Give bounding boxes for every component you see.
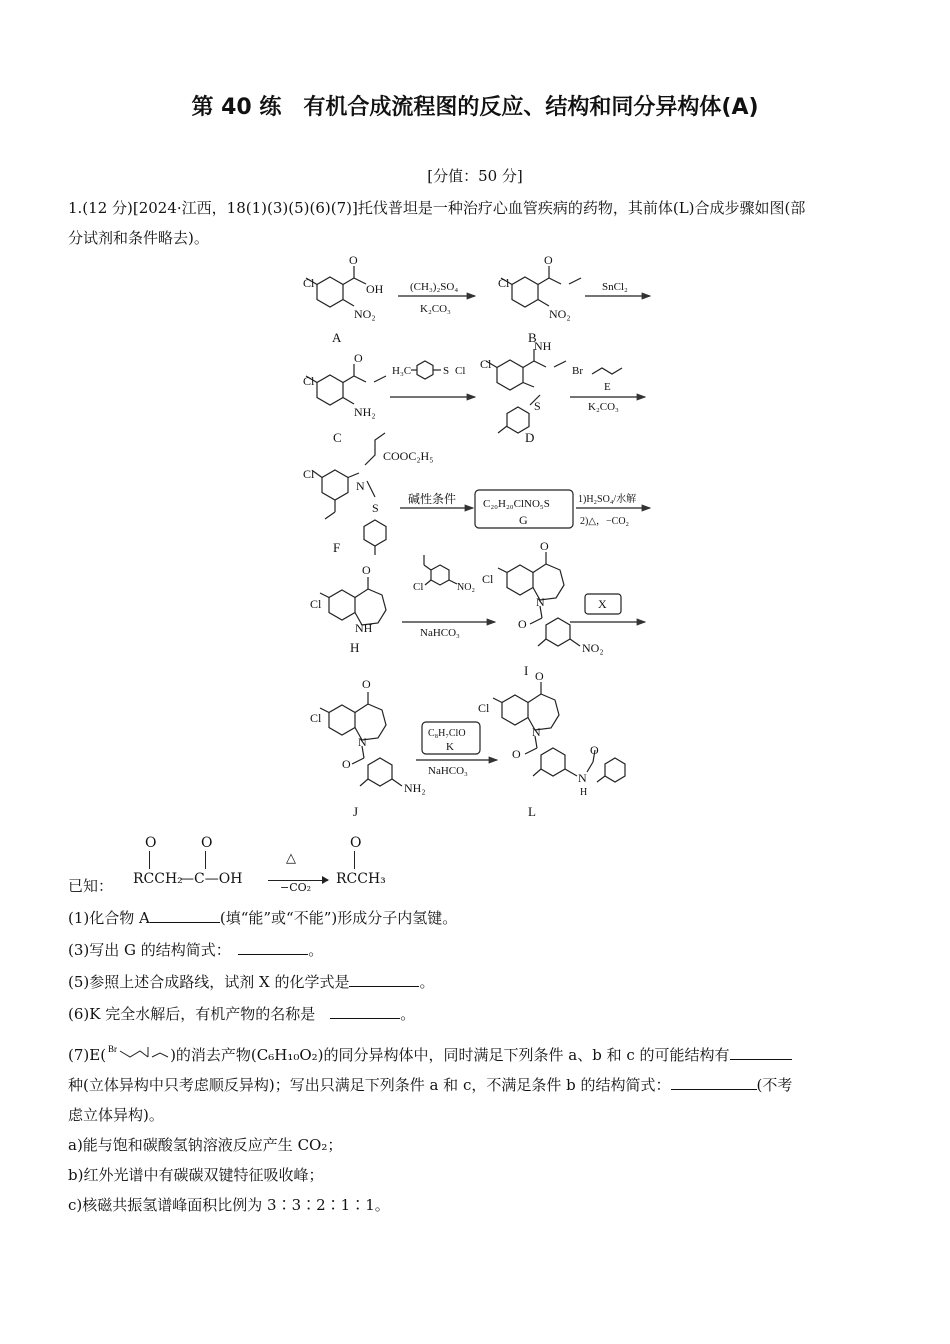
condition-hydrolysis: 1)H₂SO₄/水解: [578, 494, 637, 505]
answer-blank-7a[interactable]: [730, 1044, 792, 1060]
e-inline-br: Br: [108, 1044, 118, 1054]
q7-text-c: 种(立体异构中只考虑顺反异构)；写出只满足下列条件 a 和 c，不满足条件 b 的结构简式：: [68, 1076, 671, 1094]
h-l: H: [580, 787, 588, 798]
intro-line-2: 分试剂和条件略去)。: [68, 229, 209, 247]
h3c-tosyl: H₃C: [392, 365, 412, 377]
s-f: S: [372, 501, 379, 515]
q7-text-a: (7)E(: [68, 1046, 107, 1064]
answer-blank-3[interactable]: [238, 939, 308, 955]
known-o-1: O: [145, 835, 157, 851]
cl-tosyl: Cl: [455, 365, 466, 377]
cl-b: Cl: [498, 276, 510, 290]
cooet-f: COOC₂H₅: [383, 449, 434, 463]
o-i-amide: O: [518, 617, 527, 631]
n-l: N: [532, 725, 541, 739]
nitrobenzoyl-chloride: [424, 555, 457, 585]
label-f: F: [333, 540, 341, 555]
known-arrow-top: △: [286, 851, 296, 866]
n-i: N: [536, 595, 545, 609]
condition-c: c)核磁共振氢谱峰面积比例为 3∶3∶2∶1∶1。: [68, 1196, 390, 1214]
condition-b: b)红外光谱中有碳碳双键特征吸收峰；: [68, 1166, 324, 1184]
q5-text-a: (5)参照上述合成路线，试剂 X 的化学式是: [68, 973, 350, 991]
question-5: [68, 967, 888, 997]
k-label: K: [446, 741, 454, 753]
cl-a: Cl: [303, 276, 315, 290]
n-f: N: [356, 479, 365, 493]
cl-f: Cl: [303, 467, 315, 481]
known-right: RCCH₃: [336, 871, 386, 887]
condition-basic: 碱性条件: [408, 492, 457, 506]
no2-acyl: NO₂: [457, 582, 475, 593]
known-o-3: O: [350, 835, 362, 851]
no2-a: NO₂: [354, 307, 376, 321]
q3-text-b: 。: [308, 941, 324, 959]
answer-blank-1[interactable]: [150, 907, 220, 923]
tosyl-reagent: [411, 361, 441, 379]
known-mid: —C—OH: [180, 871, 243, 887]
structure-a: [306, 266, 366, 307]
o-c: O: [354, 351, 363, 365]
q1-text-b: (填“能”或“不能”)形成分子内氢键。: [219, 909, 458, 927]
answer-blank-6[interactable]: [330, 1003, 400, 1019]
cl-j: Cl: [310, 711, 322, 725]
q3-text-a: (3)写出 G 的结构简式：: [68, 941, 224, 959]
br-e: Br: [572, 365, 583, 377]
no2-b: NO₂: [549, 307, 571, 321]
cl-l: Cl: [478, 701, 490, 715]
known-o-2: O: [201, 835, 213, 851]
o-j: O: [362, 677, 371, 691]
condition-a: a)能与饱和碳酸氢钠溶液反应产生 CO₂；: [68, 1136, 343, 1154]
cl-c: Cl: [303, 374, 315, 388]
label-g: G: [519, 513, 528, 527]
known-label: 已知：: [68, 877, 114, 895]
o-l-amide: O: [512, 747, 521, 761]
n-l-2: N: [578, 771, 587, 785]
label-b: B: [528, 330, 537, 345]
reagent-sncl2: SnCl₂: [602, 281, 628, 293]
s-d: S: [534, 399, 541, 413]
known-arrow-bottom: −CO₂: [280, 881, 312, 894]
label-d: D: [525, 430, 535, 445]
label-j: J: [353, 804, 359, 819]
q6-text-b: 。: [400, 1005, 416, 1023]
q1-text-a: (1)化合物 A: [68, 909, 150, 927]
answer-blank-7b[interactable]: [671, 1074, 757, 1090]
page-title: 第 40 练 有机合成流程图的反应、结构和同分异构体(A): [191, 95, 759, 120]
no2-i: NO₂: [582, 641, 604, 655]
reagent-dimethylsulfate: (CH₃)₂SO₄: [410, 281, 459, 293]
question-intro: [68, 193, 888, 253]
o-h: O: [362, 563, 371, 577]
reagent-nahco3-2: NaHCO₃: [428, 765, 468, 777]
o-i: O: [540, 539, 549, 553]
e-inline-structure: [106, 1043, 170, 1063]
s-tosyl: S: [443, 365, 450, 377]
reagent-k2co3-1: K₂CO₃: [420, 303, 451, 315]
label-e: E: [604, 381, 611, 393]
structure-b: [501, 266, 581, 307]
label-i: I: [524, 663, 529, 678]
structure-c: [306, 364, 386, 405]
structure-d: [486, 349, 566, 433]
o-j-amide: O: [342, 757, 351, 771]
synthesis-scheme: [0, 250, 950, 830]
question-3: [68, 935, 888, 965]
known-reaction: [68, 835, 468, 895]
nh2-j: NH₂: [404, 781, 426, 795]
x-label: X: [598, 597, 607, 611]
nh-h: NH: [355, 621, 373, 635]
q7-text-d: (不考: [756, 1076, 793, 1094]
g-formula: C₂₀H₂₀ClNO₅S: [483, 498, 550, 510]
cl-h: Cl: [310, 597, 322, 611]
nh-d: NH: [534, 339, 552, 353]
e-chain: [592, 368, 622, 374]
cl-i: Cl: [482, 572, 494, 586]
question-6: [68, 999, 888, 1029]
answer-blank-5[interactable]: [349, 971, 419, 987]
structure-f: [313, 433, 386, 555]
cl-acyl: Cl: [413, 581, 424, 593]
label-c: C: [333, 430, 342, 445]
q7-text-b: )的消去产物(C₆H₁₀O₂)的同分异构体中，同时满足下列条件 a、b 和 c 的可能结构有: [170, 1046, 730, 1064]
reagent-nahco3-1: NaHCO₃: [420, 627, 460, 639]
oh-a: OH: [366, 282, 384, 296]
structure-l: [493, 682, 625, 782]
structure-h: [320, 577, 386, 625]
o-b: O: [544, 253, 553, 267]
score-note: [分值：50 分]: [427, 167, 523, 185]
nh2-c: NH₂: [354, 405, 376, 419]
known-left: RCCH₂: [133, 871, 183, 887]
o-l-2: O: [590, 743, 599, 757]
intro-line-1: 1.(12 分)[2024·江西，18(1)(3)(5)(6)(7)]托伐普坦是一种治疗心血管疾病的药物，其前体(L)合成步骤如图(部: [68, 199, 806, 217]
q6-text-a: (6)K 完全水解后，有机产物的名称是: [68, 1005, 316, 1023]
o-a: O: [349, 253, 358, 267]
reagent-k2co3-2: K₂CO₃: [588, 401, 619, 413]
question-7: [68, 1040, 888, 1220]
label-h: H: [350, 640, 360, 655]
label-l: L: [528, 804, 536, 819]
o-l: O: [535, 669, 544, 683]
n-j: N: [358, 735, 367, 749]
label-a: A: [332, 330, 342, 345]
condition-decarboxylation: 2)△，−CO₂: [580, 516, 630, 527]
q7-text-e: 虑立体异构)。: [68, 1106, 164, 1124]
q5-text-b: 。: [419, 973, 435, 991]
cl-d: Cl: [480, 357, 492, 371]
k-formula: C₈H₇ClO: [428, 728, 466, 739]
question-1: [68, 903, 888, 933]
